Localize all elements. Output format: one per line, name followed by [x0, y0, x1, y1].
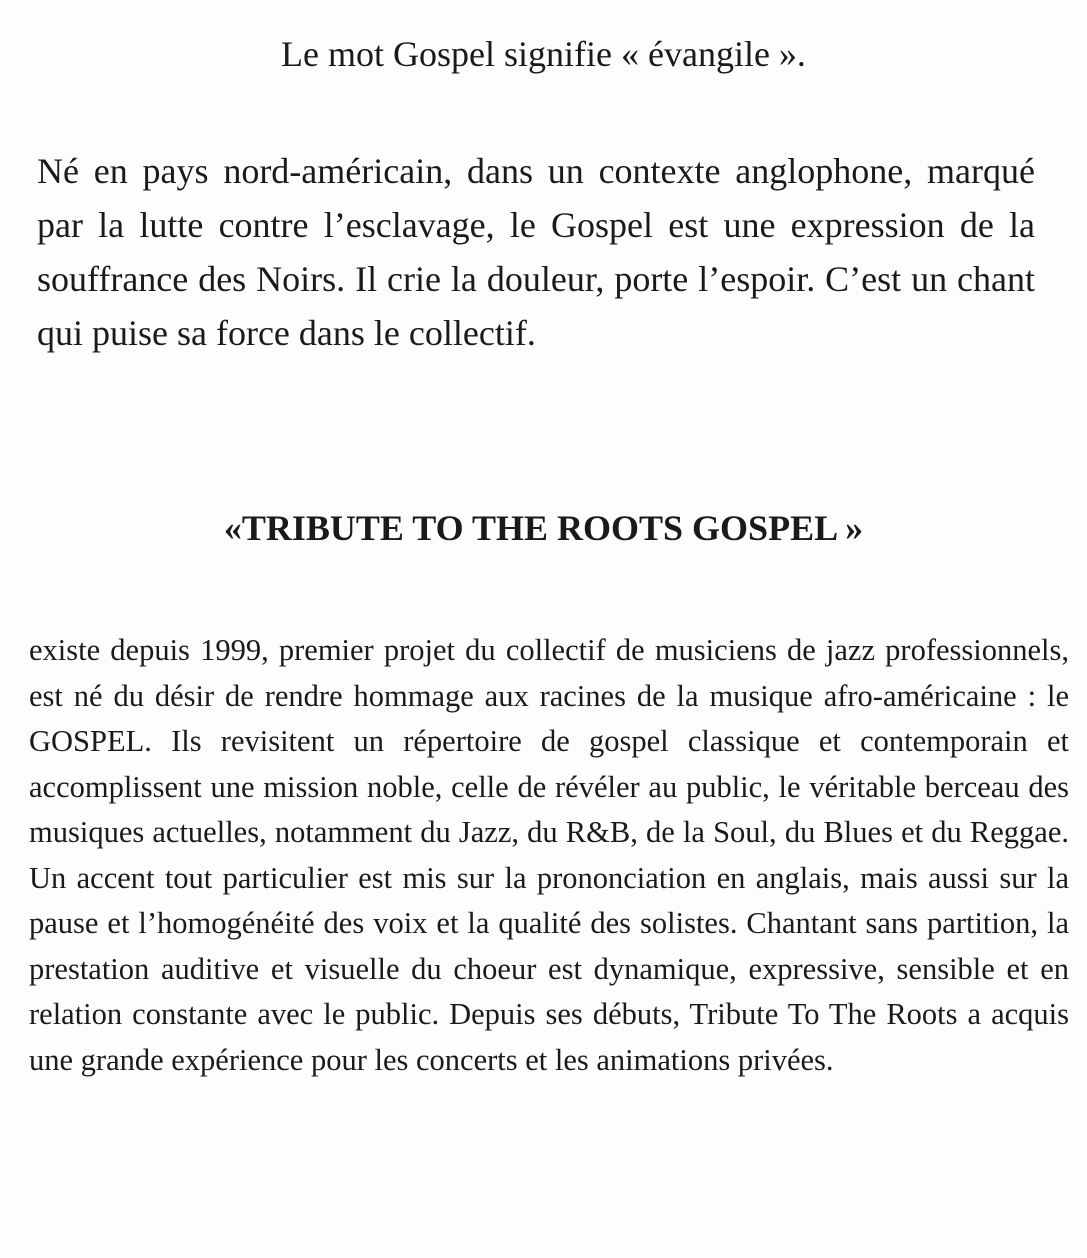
history-paragraph: Né en pays nord-américain, dans un contexte anglophone, marqué par la lutte contre l’esclavage, le Gospel est une expression de la souffrance des Noirs. Il crie la douleur, porte l’espoir. C’est un chant qui puise sa force dans le collectif.	[37, 151, 1035, 353]
intro-line: Le mot Gospel signifie « évangile ».	[281, 34, 806, 74]
group-title: «TRIBUTE TO THE ROOTS GOSPEL »	[223, 508, 864, 548]
description-paragraph: existe depuis 1999, premier projet du collectif de musiciens de jazz professionnels, est né du désir de rendre hommage aux racines de la musique afro-américaine : le GOSPEL. Ils revisitent un répertoire de gospel classique et contemporain et accomplissent une mission noble, celle de révéler au public, le véritable berceau des musiques actuelles, notamment du Jazz, du R&B, de la Soul, du Blues et du Reggae. Un accent tout particulier est mis sur la prononciation en anglais, mais aussi sur la pause et l’homogénéité des voix et la qualité des solistes. Chantant sans partition, la prestation auditive et visuelle du choeur est dynamique, expressive, sensible et en relation constante avec le public. Depuis ses débuts, Tribute To The Roots a acquis une grande expérience pour les concerts et les animations privées.	[29, 633, 1069, 1077]
